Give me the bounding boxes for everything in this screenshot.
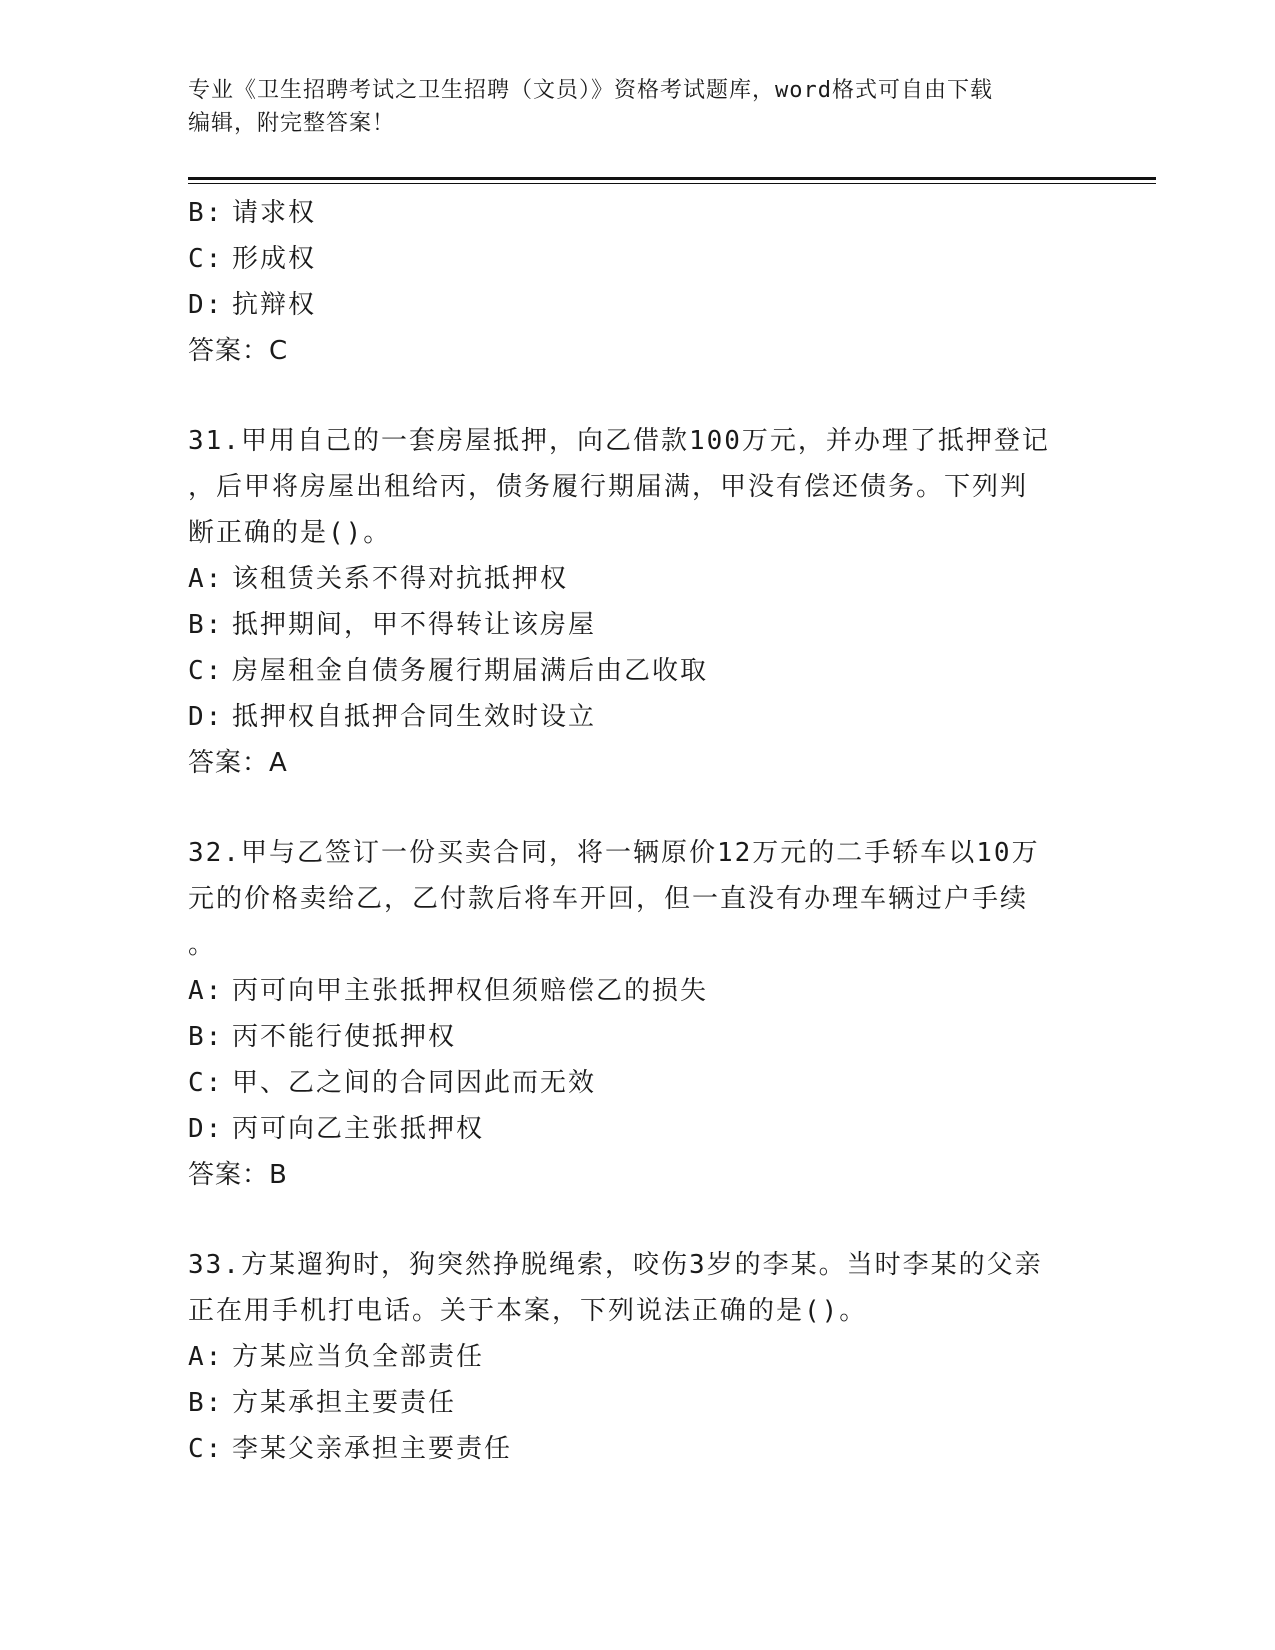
option-d: D: 抗辩权 bbox=[188, 290, 317, 320]
question-text-line: 。 bbox=[188, 930, 217, 960]
question-text-line: 元的价格卖给乙，乙付款后将车开回，但一直没有办理车辆过户手续 bbox=[188, 884, 1029, 914]
question-33 bbox=[188, 1242, 1078, 1472]
question-list bbox=[188, 190, 1078, 1472]
option-c: C: 李某父亲承担主要责任 bbox=[188, 1434, 513, 1464]
question-30 bbox=[188, 190, 1078, 374]
question-text-line: 31.甲用自己的一套房屋抵押，向乙借款100万元，并办理了抵押登记 bbox=[188, 426, 1050, 456]
header-line-2: 编辑，附完整答案！ bbox=[188, 111, 396, 136]
option-b: B: 抵押期间，甲不得转让该房屋 bbox=[188, 610, 597, 640]
option-d: D: 抵押权自抵押合同生效时设立 bbox=[188, 702, 597, 732]
header-divider-thin bbox=[188, 183, 1156, 184]
answer-line: 答案：C bbox=[188, 336, 289, 366]
option-b: B: 方某承担主要责任 bbox=[188, 1388, 457, 1418]
document-header bbox=[188, 74, 1068, 140]
option-c: C: 形成权 bbox=[188, 244, 317, 274]
option-d: D: 丙可向乙主张抵押权 bbox=[188, 1114, 485, 1144]
option-c: C: 房屋租金自债务履行期届满后由乙收取 bbox=[188, 656, 709, 686]
header-line-1: 专业《卫生招聘考试之卫生招聘（文员）》资格考试题库，word格式可自由下载 bbox=[188, 78, 993, 103]
question-text-line: ，后甲将房屋出租给丙，债务履行期届满，甲没有偿还债务。下列判 bbox=[188, 472, 1029, 502]
question-text-line: 正在用手机打电话。关于本案，下列说法正确的是()。 bbox=[188, 1296, 868, 1326]
answer-line: 答案：A bbox=[188, 748, 288, 778]
question-32 bbox=[188, 830, 1078, 1198]
header-divider-thick bbox=[188, 177, 1156, 180]
option-b: B: 请求权 bbox=[188, 198, 317, 228]
option-a: A: 该租赁关系不得对抗抵押权 bbox=[188, 564, 569, 594]
option-a: A: 方某应当负全部责任 bbox=[188, 1342, 485, 1372]
option-b: B: 丙不能行使抵押权 bbox=[188, 1022, 457, 1052]
answer-line: 答案：B bbox=[188, 1160, 288, 1190]
question-text-line: 断正确的是()。 bbox=[188, 518, 392, 548]
option-a: A: 丙可向甲主张抵押权但须赔偿乙的损失 bbox=[188, 976, 709, 1006]
option-c: C: 甲、乙之间的合同因此而无效 bbox=[188, 1068, 597, 1098]
question-text-line: 32.甲与乙签订一份买卖合同，将一辆原价12万元的二手轿车以10万 bbox=[188, 838, 1040, 868]
question-text-line: 33.方某遛狗时，狗突然挣脱绳索，咬伤3岁的李某。当时李某的父亲 bbox=[188, 1250, 1043, 1280]
question-31 bbox=[188, 418, 1078, 786]
